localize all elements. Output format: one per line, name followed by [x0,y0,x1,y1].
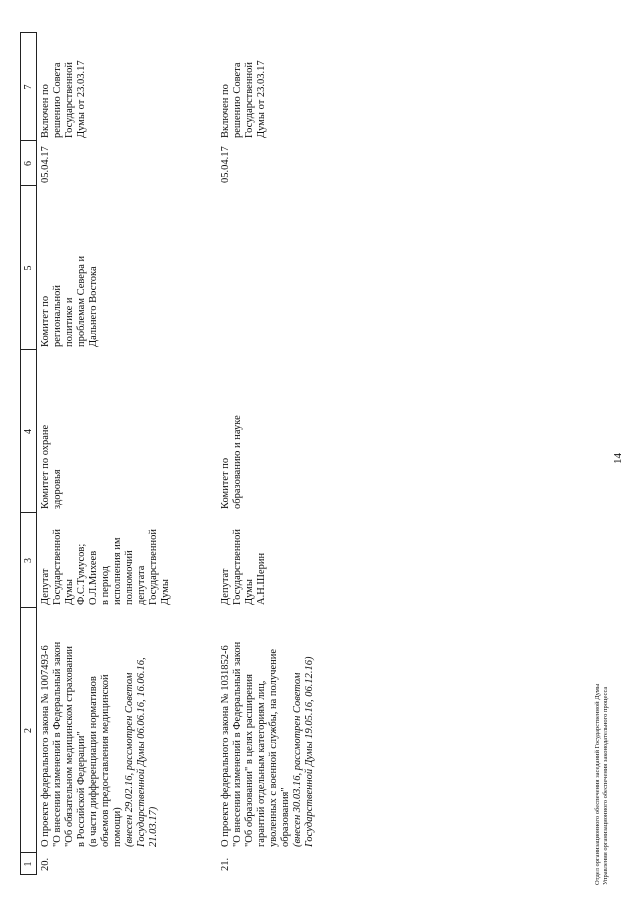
page-number: 14 [612,453,624,464]
status-note: Включен по решению Совета Государственной Думы от 23.03.17 [220,60,267,138]
bill-title: О проекте федерального закона № 1007493-6 "О внесении изменений в Федеральный закон "Об обязательном медицинском страховании в Российской Федерации" (в части дифференциации нормативов объемов предоставления медицинской помощи) (внесен 29.02.16, рассмотрен Советом Государственной Думы 06.06.16, 16.06.16, 21.03.17) [40,641,159,847]
date: 05.04.17 [40,146,51,183]
date: 05.04.17 [220,146,231,183]
header-top-rule [20,33,21,875]
committee: Комитет по образованию и науке [220,415,243,509]
column-header: 1 [23,861,34,867]
row-number: 20. [40,857,51,871]
column-header: 5 [23,265,34,271]
initiator: Депутат Государственной Думы Ф.С.Тумусов; О.Л.Михеев в период исполнения им полномочий депутата Государственной Думы [40,529,171,605]
co-committee: Комитет по региональной политике и проблемам Севера и Дальнего Востока [40,255,99,347]
initiator: Депутат Государственной Думы А.Н.Шерин [220,529,267,605]
bill-title: О проекте федерального закона № 1031852-6 "О внесении изменений в Федеральный закон "Об образовании" в целях расширения гарантий отдельным категориям лиц, уволенных с военной службы, на получение образования" (внесен 30.03.16, рассмотрен Советом Государственной Думы 19.05.16, 06.12.16) [220,641,315,847]
column-header: 7 [23,84,34,90]
header-bottom-rule [36,33,37,875]
column-header: 3 [23,558,34,563]
column-header: 2 [23,728,34,733]
column-header: 4 [23,429,34,434]
row-number: 21. [220,857,231,871]
status-note: Включен по решению Совета Государственной Думы от 23.03.17 [40,60,87,138]
committee: Комитет по охране здоровья [40,424,63,509]
footer-note: Отдел организационного обеспечения заседаний Государственной Думы Управления организационного обеспечения законодательного процесса [594,683,609,885]
column-header: 6 [23,161,34,166]
